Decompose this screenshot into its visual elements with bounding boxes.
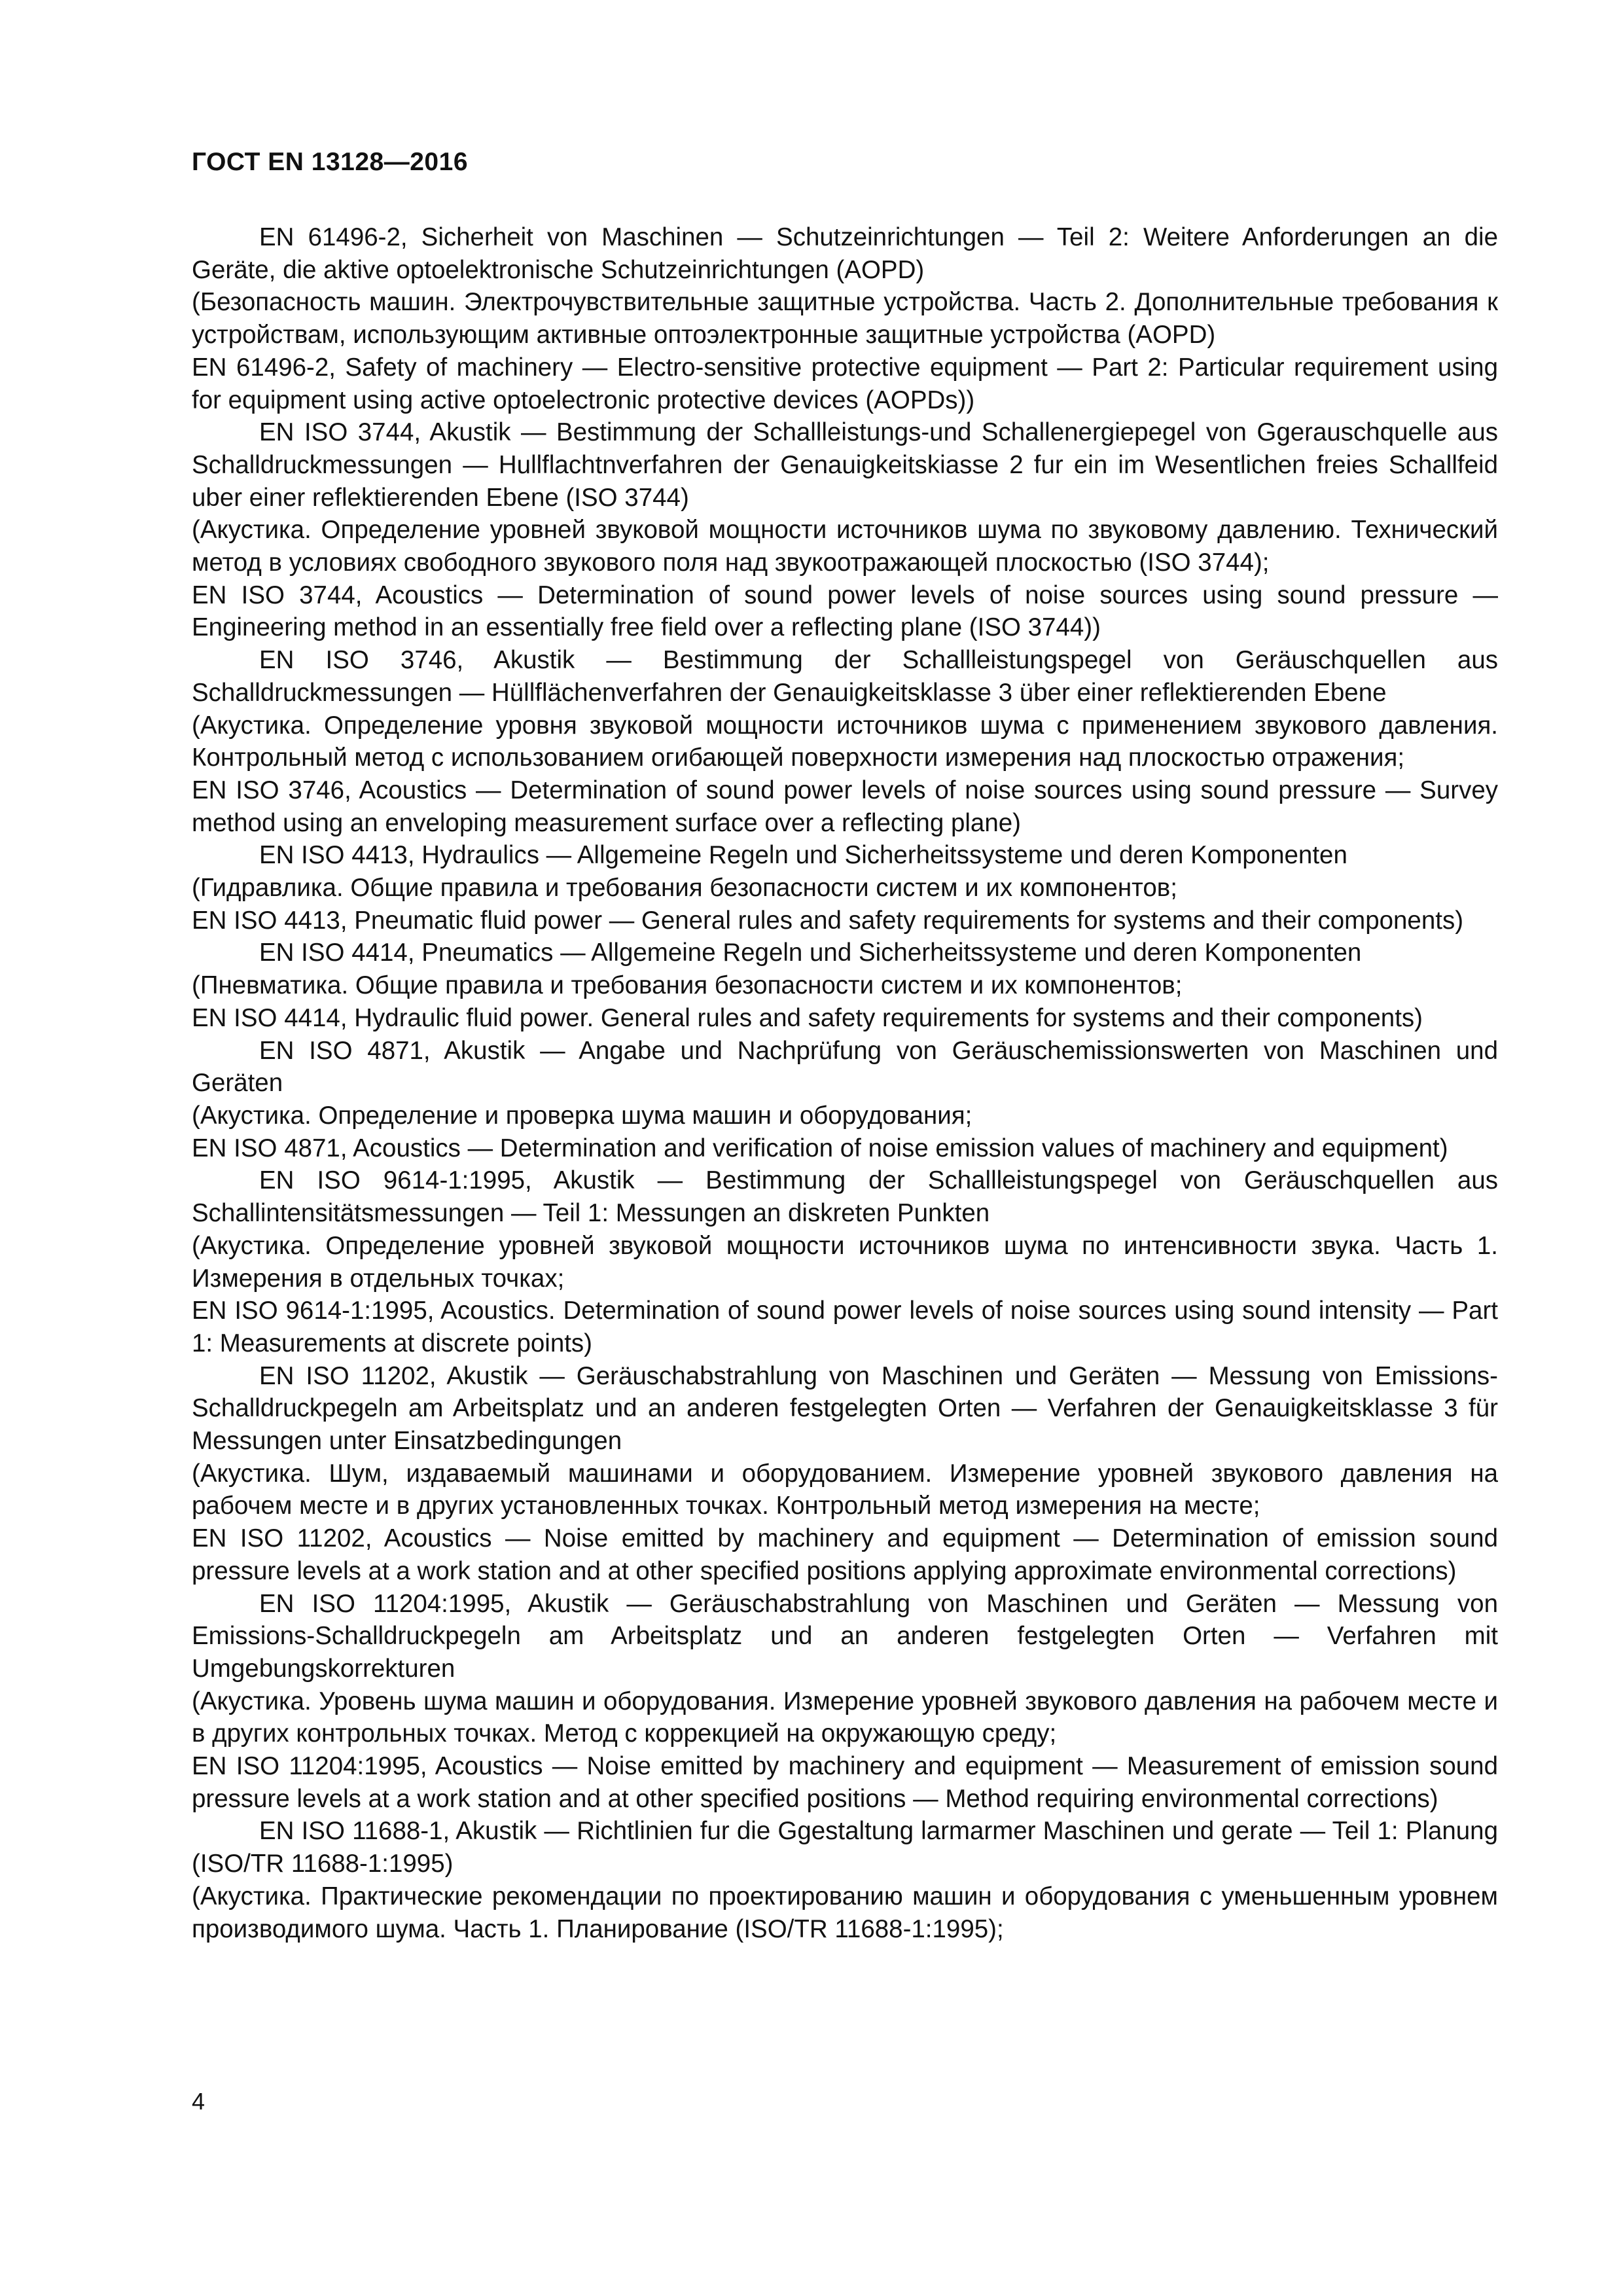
reference-entry-line: (Акустика. Определение уровней звуковой мощности источников шума по интенсивности звука. Часть 1. Измерения в отдельных точках; [192,1231,1498,1293]
reference-entry-line: EN ISO 11202, Acoustics — Noise emitted by machinery and equipment — Determination of emission sound pressure levels at a work station and at other specified positions applying approximate environmental corrections) [192,1524,1498,1585]
reference-entry-line: (Акустика. Определение и проверка шума машин и оборудования; [192,1101,972,1130]
reference-entry-heading: EN ISO 11202, Akustik — Geräuschabstrahlung von Maschinen und Geräten — Messung von Emissions-Schalldruckpegeln am Arbeitsplatz und an anderen festgelegten Orten — Verfahren der Genauigkeitsklasse 3 für Messungen unter Einsatzbedingungen [192,1361,1498,1456]
standard-designation: ГОСТ EN 13128—2016 [192,148,469,176]
reference-entry-heading: EN ISO 11688-1, Akustik — Richtlinien fur die Ggestaltung larmarmer Maschinen und gerate — Teil 1: Planung (ISO/TR 11688-1:1995) [192,1817,1498,1878]
reference-entry-heading: EN ISO 4413, Hydraulics — Allgemeine Regeln und Sicherheitssysteme und deren Komponenten [259,841,1347,870]
reference-entry-heading: EN ISO 4871, Akustik — Angabe und Nachprüfung von Geräuschemissionswerten von Maschinen und Geräten [192,1036,1498,1098]
reference-entry-line: (Гидравлика. Общие правила и требования безопасности систем и их компонентов; [192,874,1177,903]
document-page [192,0,1498,2296]
reference-entry-line: (Пневматика. Общие правила и требования безопасности систем и их компонентов; [192,971,1183,1000]
reference-entry-line: (Акустика. Определение уровней звуковой мощности источников шума по звуковому давлению. Технический метод в условиях свободного звукового поля над звукоотражающей плоскостью (ISO 3744); [192,516,1498,577]
reference-entry-heading: EN ISO 11204:1995, Akustik — Geräuschabstrahlung von Maschinen und Geräten — Messung von Emissions-Schalldruckpegeln am Arbeitsplatz und an anderen festgelegten Orten — Verfahren mit Umgebungskorrekturen [192,1589,1498,1683]
reference-entry-line: EN ISO 4414, Hydraulic fluid power. General rules and safety requirements for systems and their components) [192,1003,1423,1032]
reference-entry-line: EN ISO 4871, Acoustics — Determination and verification of noise emission values of machinery and equipment) [192,1134,1448,1162]
reference-entry-line: (Акустика. Определение уровня звуковой мощности источников шума с применением звукового давления. Контрольный метод с использованием огибающей поверхности измерения над плоскостью отражения; [192,711,1498,772]
reference-entry-heading: EN ISO 4414, Pneumatics — Allgemeine Regeln und Sicherheitssysteme und deren Komponenten [259,939,1362,967]
reference-entry-line: (Безопасность машин. Электрочувствительные защитные устройства. Часть 2. Дополнительные требования к устройствам, использующим активные оптоэлектронные защитные устройства (AOPD) [192,288,1498,350]
reference-entry-line: (Акустика. Шум, издаваемый машинами и оборудованием. Измерение уровней звукового давления на рабочем месте и в других установленных точках. Контрольный метод измерения на месте; [192,1459,1498,1520]
normative-references-list [192,221,1498,1945]
reference-entry-line: EN ISO 3746, Acoustics — Determination of sound power levels of noise sources using sound pressure — Survey method using an enveloping measurement surface over a reflecting plane) [192,776,1498,837]
reference-entry-line: (Акустика. Уровень шума машин и оборудования. Измерение уровней звукового давления на рабочем месте и в других контрольных точках. Метод с коррекцией на окружающую среду; [192,1687,1498,1748]
reference-entry-heading: EN ISO 3744, Akustik — Bestimmung der Schallleistungs-und Schallenergiepegel von Ggerauschquelle aus Schalldruckmessungen — Hullflachtnverfahren der Genauigkeitskiasse 2 fur ein im Wesentlichen freies Schallfeid uber einer reflektierenden Ebene (ISO 3744) [192,418,1498,512]
reference-entry-line: EN ISO 11204:1995, Acoustics — Noise emitted by machinery and equipment — Measurement of emission sound pressure levels at a work station and at other specified positions — Method requiring environmental corrections) [192,1752,1498,1813]
page-number: 4 [192,2088,205,2115]
reference-entry-line: EN ISO 3744, Acoustics — Determination of sound power levels of noise sources using sound pressure — Engineering method in an essentially free field over a reflecting plane (ISO 3744)) [192,581,1498,642]
reference-entry-heading: EN ISO 3746, Akustik — Bestimmung der Schallleistungspegel von Geräuschquellen aus Schalldruckmessungen — Hüllflächenverfahren der Genauigkeitsklasse 3 über einer reflektierenden Ebene [192,646,1498,707]
reference-entry-line: EN 61496-2, Safety of machinery — Electro-sensitive protective equipment — Part 2: Particular requirement using for equipment using active optoelectronic protective devices (AOPDs)) [192,353,1498,414]
reference-entry-line: EN ISO 9614-1:1995, Acoustics. Determination of sound power levels of noise sources using sound intensity — Part 1: Measurements at discrete points) [192,1297,1498,1357]
reference-entry-line: (Акустика. Практические рекомендации по проектированию машин и оборудования с уменьшенным уровнем производимого шума. Часть 1. Планирование (ISO/TR 11688-1:1995); [192,1882,1498,1943]
reference-entry-heading: EN ISO 9614-1:1995, Akustik — Bestimmung der Schallleistungspegel von Geräuschquellen aus Schallintensitätsmessungen — Teil 1: Messungen an diskreten Punkten [192,1166,1498,1228]
reference-entry-line: EN ISO 4413, Pneumatic fluid power — General rules and safety requirements for systems and their components) [192,906,1464,935]
reference-entry-heading: EN 61496-2, Sicherheit von Maschinen — Schutzeinrichtungen — Teil 2: Weitere Anforderungen an die Geräte, die aktive optoelektronische Schutzeinrichtungen (AOPD) [192,223,1498,284]
